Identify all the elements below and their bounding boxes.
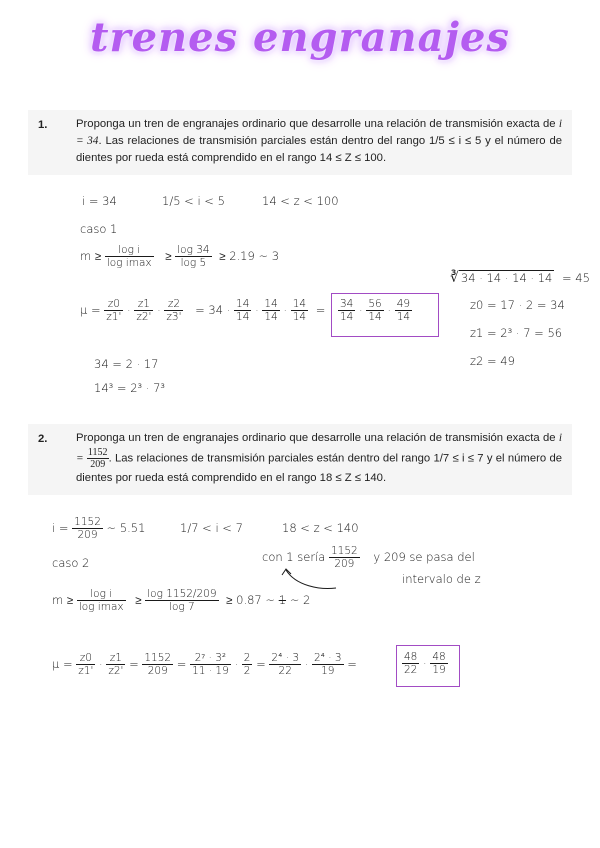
problem-1 [28,110,572,175]
range-i: 1/7 < i < 7 [180,521,243,535]
remark: con 1 sería $\frac{1152}{209}$ y 209 se pasa del [262,545,475,570]
z2-value: z2 = 49 [470,354,515,368]
mu-formula: μ = $\frac{z0}{z1'}$ · $\frac{z1}{z2'}$ · $\frac{z2}{z3'}$ = 34 · $\frac{14}{14}$ · $\frac{14}{14}$ · $\frac{14}{14}$ = [80,298,326,323]
z0-value: z0 = 17 · 2 = 34 [470,298,565,312]
z1-value: z1 = 2³ · 7 = 56 [470,326,563,340]
problem-number: 1. [38,119,48,131]
range-z: 14 < z < 100 [262,194,339,208]
problem-2 [28,424,572,495]
problem-text: Proponga un tren de engranajes ordinario que desarrolle una relación de transmisión exacta de i = $\frac{1152}{209}$ . Las relaciones de transmisión parciales están dentro del rango 1/7 ≤ i ≤ 7 y el número de dientes por rueda está comprendido en el rango 18 ≤ Z ≤ 140. [76,432,563,484]
title-banner [0,14,600,61]
problem-equation: i = 34 [76,118,562,147]
range-z: 18 < z < 140 [282,521,359,535]
given-i: i = 34 [82,194,117,208]
problem-text: Proponga un tren de engranajes ordinario que desarrolle una relación de transmisión exacta de i = 34. Las relaciones de transmisión parciales están dentro del rango 1/5 ≤ i ≤ 5 y el número de dientes por rueda está comprendido en el rango 14 ≤ Z ≤ 100. [76,118,563,164]
problem-equation: $\frac{1152}{209}$ [87,447,108,470]
answer-1: $\frac{34}{14}$ · $\frac{56}{14}$ · $\frac{49}{14}$ [340,298,411,323]
factor-34: 34 = 2 · 17 [94,357,159,371]
case-label: caso 2 [52,556,90,570]
factor-14-cubed: 14³ = 2³ · 7³ [94,381,166,395]
page-title: trenes engranajes [90,14,510,61]
case-label: caso 1 [80,222,118,236]
cube-root: ∛ 34 · 14 · 14 · 14 = 45 [450,270,590,286]
answer-2: $\frac{48}{22}$ · $\frac{48}{19}$ [404,651,446,676]
range-i: 1/5 < i < 5 [162,194,225,208]
remark-continued: intervalo de z [402,572,481,586]
given-i: i = $\frac{1152}{209}$ ~ 5.51 [52,516,146,541]
m-formula: m ≥ log i log imax ≥ $\frac{\log 34}{\log 5}$ ≥ 2.19 ~ 3 [80,244,280,269]
problem-number: 2. [38,433,48,445]
mu-formula: μ = $\frac{z0}{z1'}$ · $\frac{z1}{z2'}$ = $\frac{1152}{209}$ = $\frac{\text{2⁷ · 3²}}{11 \cdot 19}$ · $\frac{2}{2}$ = $\frac{\text{2⁴ · 3}}{22}$ · $\frac{\text{2⁴ · 3}}{19}$ = [52,652,357,677]
m-formula: m ≥ log i log imax ≥ $\frac{\log 1152/209}{\log 7}$ ≥ 0.87 ~ 1 ~ 2 [52,588,311,613]
